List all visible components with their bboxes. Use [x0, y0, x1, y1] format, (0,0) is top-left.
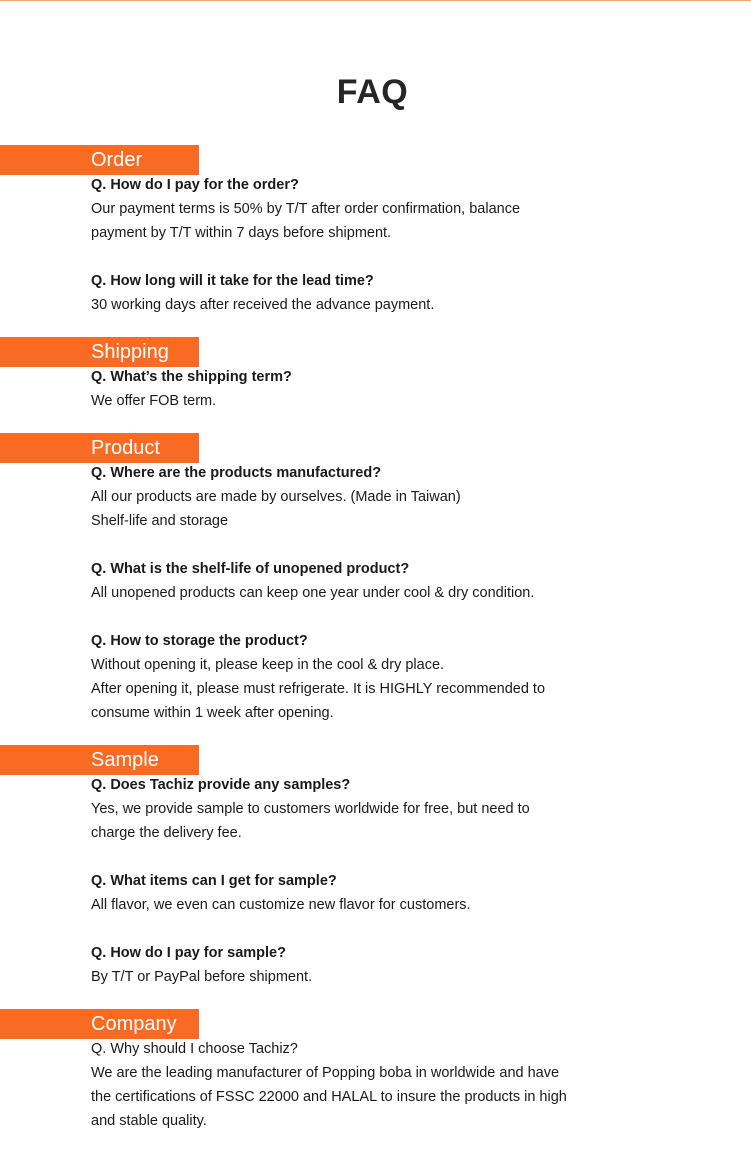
section-banner [0, 145, 199, 175]
faq-question: Q. How to storage the product? [91, 633, 308, 649]
faq-answer-line: the certifications of FSSC 22000 and HALAL to insure the products in high [91, 1089, 567, 1105]
faq-answer-line: Yes, we provide sample to customers worldwide for free, but need to [91, 801, 530, 817]
faq-answer-line: All our products are made by ourselves. (Made in Taiwan) [91, 489, 461, 505]
faq-answer-line: charge the delivery fee. [91, 825, 242, 841]
faq-question: Q. What items can I get for sample? [91, 873, 337, 889]
faq-answer-line: By T/T or PayPal before shipment. [91, 969, 313, 985]
faq-question: Q. How do I pay for sample? [91, 945, 286, 961]
faq-answer-line: All flavor, we even can customize new flavor for customers. [91, 897, 471, 913]
faq-item [91, 773, 631, 845]
section-banner [0, 1009, 199, 1039]
faq-answer-line: We are the leading manufacturer of Popping boba in worldwide and have [91, 1065, 560, 1081]
faq-answer-line: Shelf-life and storage [91, 513, 229, 529]
faq-answer-line: All unopened products can keep one year under cool & dry condition. [91, 585, 535, 601]
faq-answer-line: We offer FOB term. [91, 393, 217, 409]
faq-answer-line: consume within 1 week after opening. [91, 705, 334, 721]
faq-question: Q. Does Tachiz provide any samples? [91, 777, 351, 793]
top-divider [0, 0, 751, 1]
faq-answer-line: payment by T/T within 7 days before shipment. [91, 225, 392, 241]
faq-answer-line: Our payment terms is 50% by T/T after order confirmation, balance [91, 201, 521, 217]
faq-answer-line: After opening it, please must refrigerate. It is HIGHLY recommended to [91, 681, 546, 697]
page-title: FAQ [336, 73, 409, 111]
section-banner [0, 337, 199, 367]
faq-answer-line: and stable quality. [91, 1113, 207, 1129]
section-heading-order: Order [91, 149, 143, 171]
section-heading-product: Product [91, 437, 160, 459]
faq-answer-line: Without opening it, please keep in the cool & dry place. [91, 657, 445, 673]
faq-question: Q. How do I pay for the order? [91, 177, 299, 193]
faq-item [91, 269, 631, 317]
faq-item [91, 461, 631, 533]
faq-item [91, 173, 631, 245]
faq-answer-line: 30 working days after received the advance payment. [91, 297, 435, 313]
faq-question: Q. What is the shelf-life of unopened product? [91, 561, 410, 577]
faq-question: Q. What’s the shipping term? [91, 369, 292, 385]
section-heading-company: Company [91, 1013, 177, 1035]
faq-question: Q. How long will it take for the lead time? [91, 273, 374, 289]
section-banner [0, 745, 199, 775]
section-heading-shipping: Shipping [91, 341, 169, 363]
section-heading-sample: Sample [91, 749, 159, 771]
faq-question: Q. Why should I choose Tachiz? [91, 1041, 298, 1057]
faq-item [91, 941, 631, 989]
section-banner [0, 433, 199, 463]
faq-question: Q. Where are the products manufactured? [91, 465, 382, 481]
faq-item [91, 1037, 631, 1133]
faq-item [91, 557, 631, 605]
faq-item [91, 365, 631, 413]
faq-item [91, 869, 631, 917]
faq-item [91, 629, 631, 725]
